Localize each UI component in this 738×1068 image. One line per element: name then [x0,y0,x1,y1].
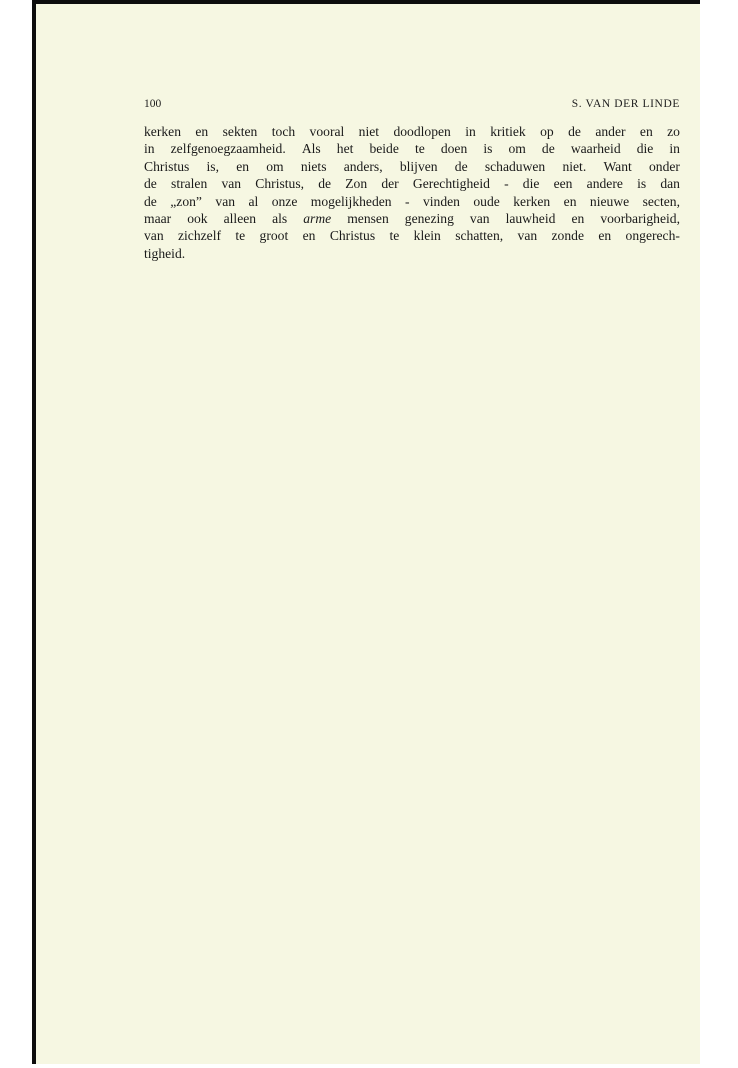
word: is [483,141,493,157]
word: Gerechtigheid [412,176,490,192]
word: arme [303,210,332,226]
word: en [236,158,250,174]
word: van [144,228,164,244]
word: dan [660,176,680,192]
word: vinden [422,193,460,209]
page-number: 100 [144,98,162,110]
word: te [235,228,246,244]
word: en [302,228,316,244]
word: maar [144,210,172,226]
word: zonde [551,228,584,244]
word: ook [187,210,208,226]
word: ander [595,124,626,139]
word: secten, [642,193,680,209]
running-title-author: S. VAN DER LINDE [571,98,680,110]
word: beide [369,141,399,157]
word: kerken [513,193,551,209]
page [32,0,700,1064]
word: de [568,124,581,139]
text-line [144,123,680,140]
word: in [669,141,680,157]
word: sekten [222,124,258,139]
word: en [563,193,577,209]
word: onder [649,158,680,174]
word: die [636,141,654,157]
word: op [540,124,554,139]
word: genezing [404,210,454,226]
word: toch [271,124,296,139]
word: - [405,193,410,209]
word: kritiek [490,124,526,139]
word: zo [667,124,680,139]
text-line [144,140,680,157]
word: blijven [399,158,438,174]
word: de [318,176,332,192]
word: onze [271,193,298,209]
word: niets [300,158,327,174]
word: anders, [343,158,383,174]
word: groot [259,228,289,244]
word: de [454,158,468,174]
text-line [144,227,680,244]
text-line-with-italic [144,210,680,227]
body-paragraph [144,123,680,262]
word: alleen [223,210,257,226]
text-line [144,158,680,175]
word: te [389,228,400,244]
word: oude [473,193,500,209]
word: Want [603,158,632,174]
word: andere [586,176,623,192]
word: lauwheid [505,210,556,226]
word: in [144,141,155,157]
text-line [144,175,680,192]
word: een [553,176,573,192]
word: schatten, [455,228,504,244]
word: zelfgenoegzaamheid. [170,141,286,157]
word: al [248,193,259,209]
word: doodlopen [393,124,451,139]
word: klein [413,228,441,244]
word: nieuwe [589,193,630,209]
word: is, [206,158,219,174]
word: vooral [309,124,345,139]
word: „zon” [170,193,202,209]
word: het [336,141,354,157]
word: kerken [144,124,181,139]
word: Zon [345,176,368,192]
word: om [266,158,284,174]
word: mogelijkheden [310,193,392,209]
word: van [215,193,236,209]
text-line: tigheid. [144,245,186,261]
word: Christus [329,228,376,244]
word: ongerech- [625,228,680,244]
word: mensen [347,210,389,226]
word: zichzelf [178,228,222,244]
word: - [504,176,509,192]
word: voorbarigheid, [600,210,680,226]
word: de [541,141,555,157]
word: en [598,228,612,244]
word: van [517,228,538,244]
word: om [508,141,526,157]
word: waarheid [570,141,621,157]
word: doen [440,141,468,157]
word: niet [358,124,380,139]
word: is [637,176,647,192]
word: Christus [144,158,190,174]
word: en [195,124,209,139]
word: en [571,210,585,226]
word: te [414,141,425,157]
word: niet. [562,158,587,174]
word: in [465,124,476,139]
text-line [144,193,680,210]
word: en [639,124,653,139]
word: de [144,193,157,209]
word: van [469,210,490,226]
running-head [144,98,680,114]
word: van [221,176,242,192]
word: Als [301,141,321,157]
word: als [272,210,288,226]
word: schaduwen [484,158,546,174]
word: der [381,176,399,192]
word: stralen [171,176,208,192]
word: Christus, [255,176,305,192]
word: de [144,176,157,192]
word: die [522,176,540,192]
